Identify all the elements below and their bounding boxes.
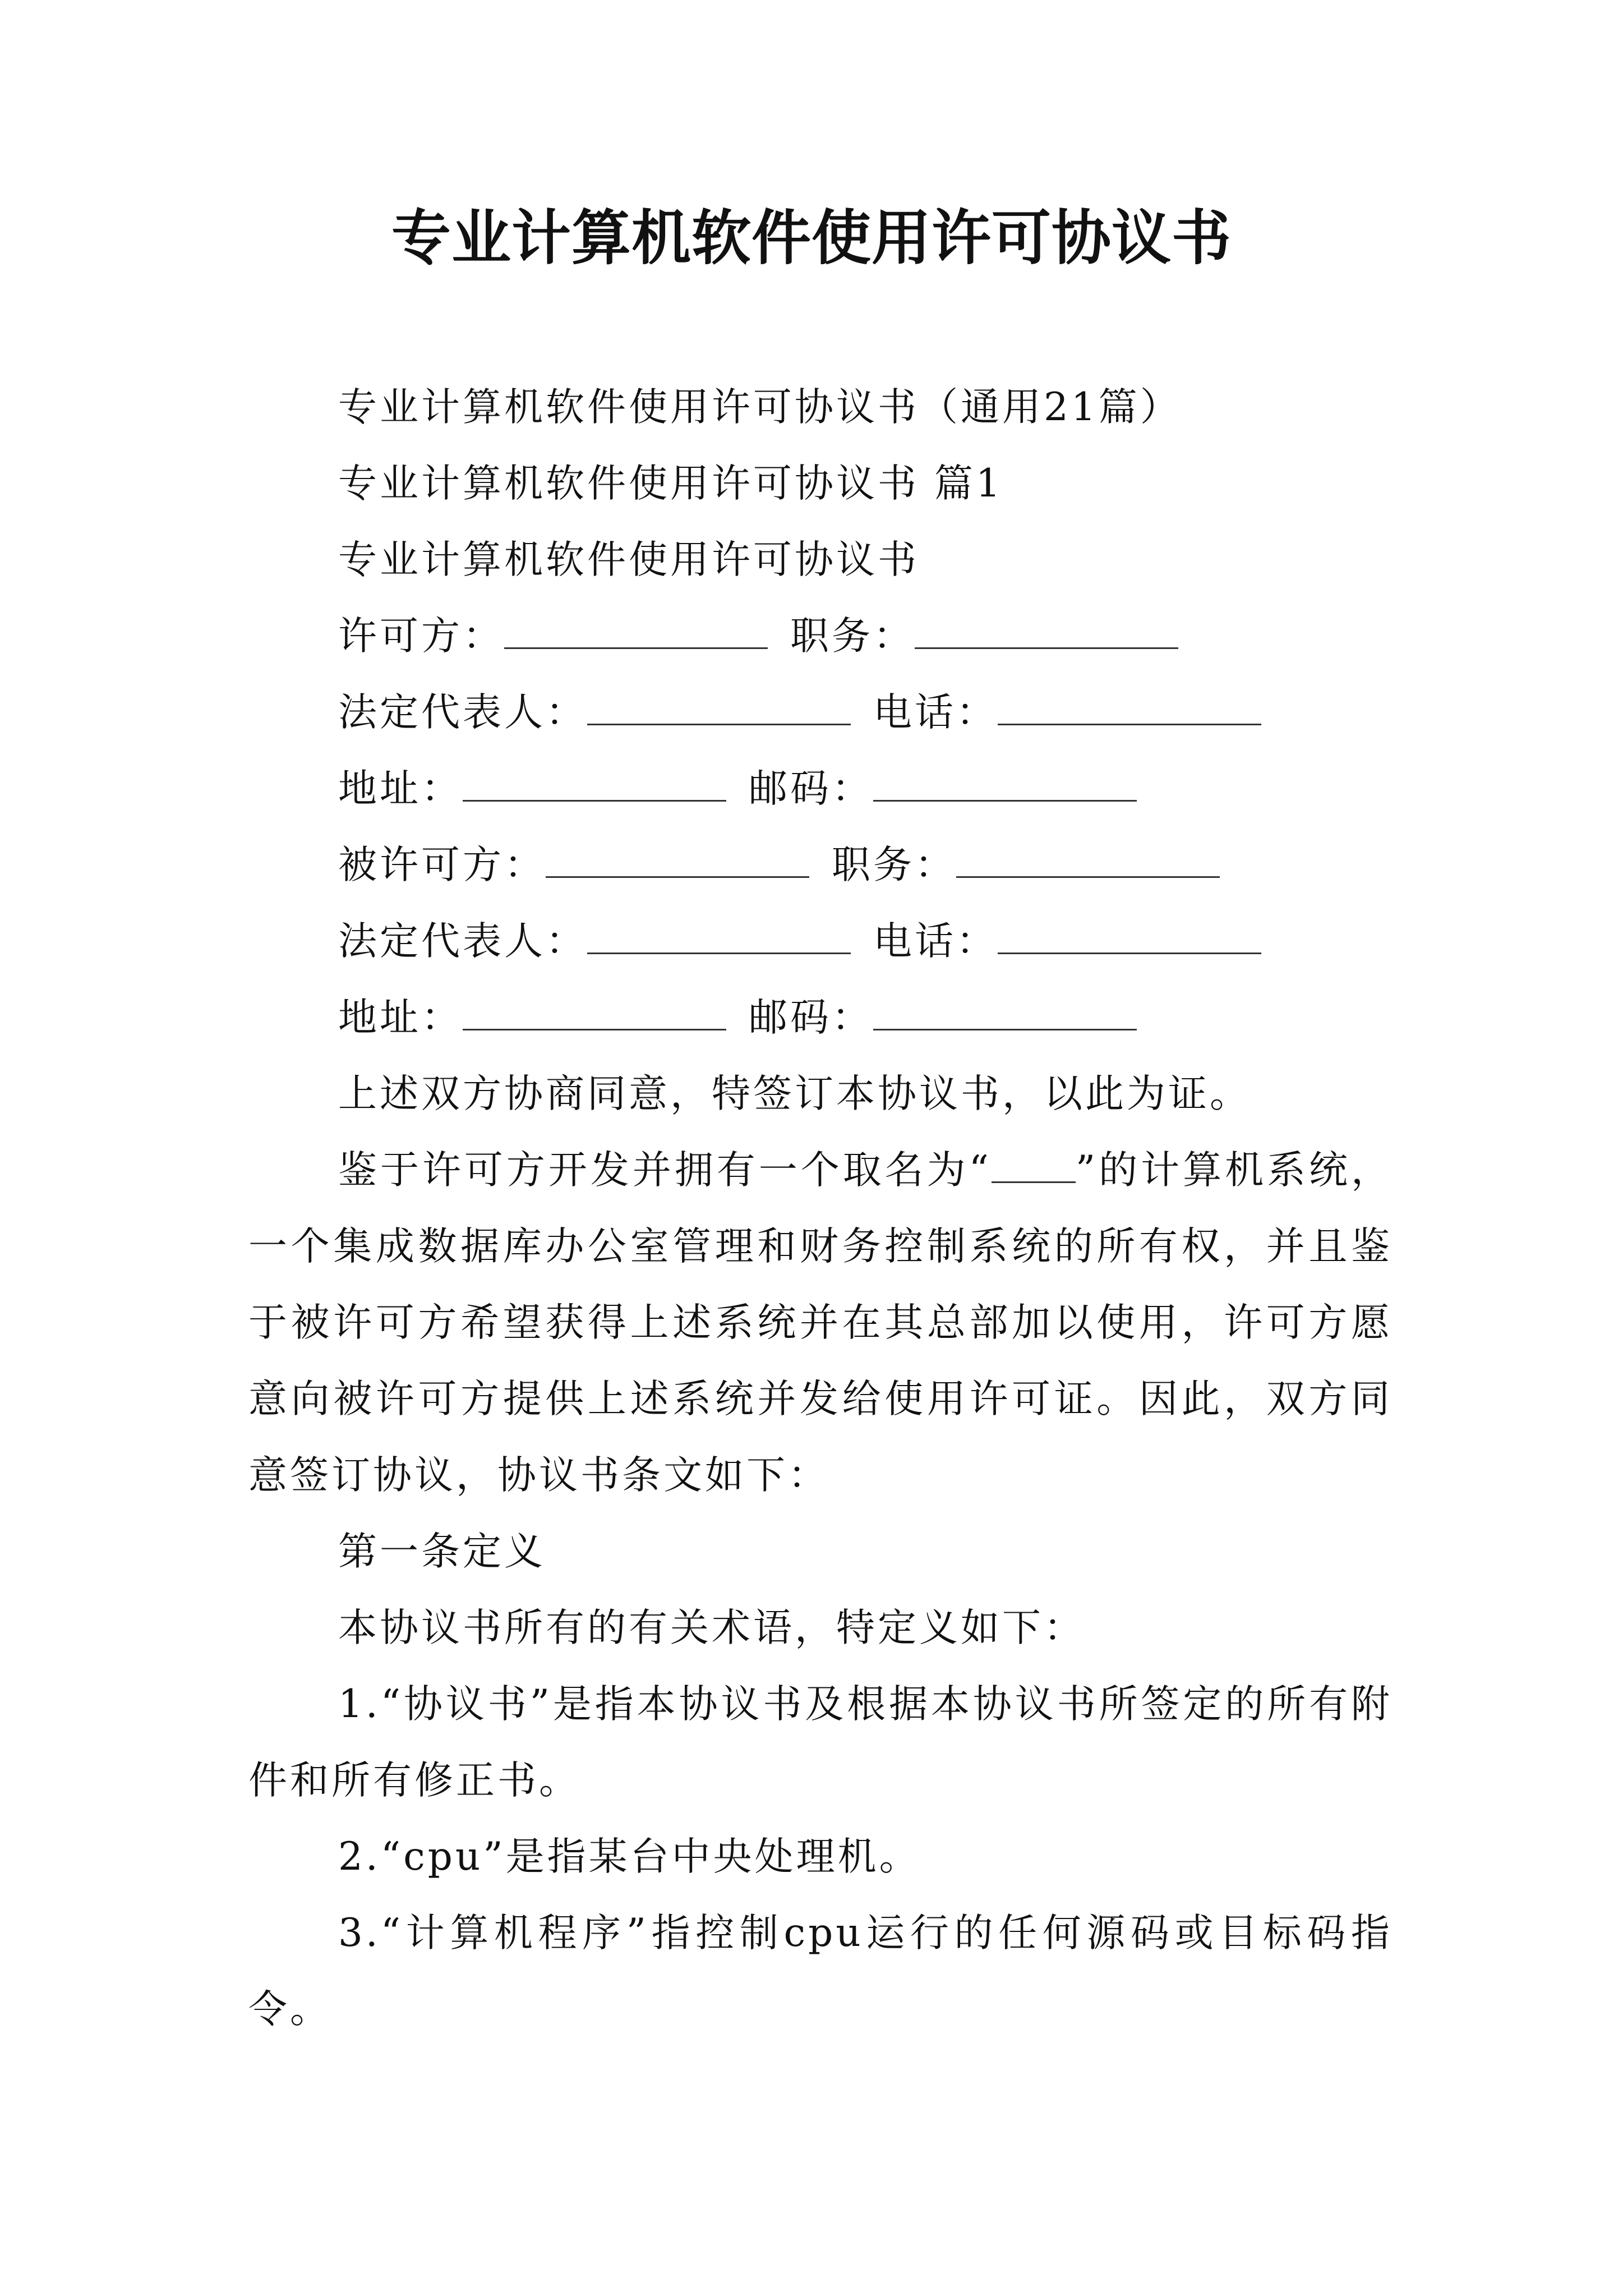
licensor-address-blank[interactable] — [463, 769, 726, 802]
article1-heading: 第一条定义 — [338, 1529, 546, 1574]
licensee-phone-label: 电话： — [873, 919, 998, 964]
preamble-paragraph — [248, 1132, 1393, 1513]
licensor-position-label: 职务： — [790, 614, 915, 659]
licensor-rep-blank[interactable] — [587, 693, 851, 725]
licensee-rep-label: 法定代表人： — [338, 919, 587, 964]
licensee-phone-blank[interactable] — [998, 922, 1261, 954]
licensee-postcode-label: 邮码： — [749, 995, 873, 1040]
agreement-name: 专业计算机软件使用许可协议书 — [338, 537, 919, 582]
licensee-postcode-blank[interactable] — [873, 998, 1137, 1030]
licensor-rep-row — [248, 674, 1393, 751]
licensor-address-label: 地址： — [338, 766, 463, 811]
licensee-position-blank[interactable] — [956, 845, 1220, 878]
licensor-blank[interactable] — [504, 616, 768, 649]
licensee-rep-blank[interactable] — [587, 922, 851, 954]
document-body — [248, 369, 1393, 2047]
preamble-text-start: 鉴于许可方开发并拥有一个取名为“ — [338, 1148, 992, 1193]
licensor-position-blank[interactable] — [915, 616, 1178, 649]
licensee-rep-row — [248, 903, 1393, 979]
licensee-row — [248, 827, 1393, 903]
definition-item: 3.“计算机程序”指控制cpu运行的任何源码或目标码指令。 — [248, 1911, 1393, 2032]
system-name-blank[interactable] — [992, 1151, 1076, 1183]
agreement-statement: 上述双方协商同意，特签订本协议书，以此为证。 — [338, 1071, 1251, 1116]
licensee-address-row — [248, 979, 1393, 1056]
licensor-phone-blank[interactable] — [998, 693, 1261, 725]
licensor-phone-label: 电话： — [873, 690, 998, 735]
article1-intro: 本协议书所有的有关术语，特定义如下： — [338, 1605, 1085, 1650]
definition-item: 1.“协议书”是指本协议书及根据本协议书所签定的所有附件和所有修正书。 — [248, 1682, 1393, 1803]
licensor-label: 许可方： — [338, 614, 504, 659]
licensee-blank[interactable] — [546, 845, 809, 878]
licensee-address-label: 地址： — [338, 995, 463, 1040]
document-title: 专业计算机软件使用许可协议书 — [391, 204, 1232, 273]
preamble-text-rest: ”的计算机系统，一个集成数据库办公室管理和财务控制系统的所有权，并且鉴于被许可方希望获得上述系统并在其总部加以使用，许可方愿意向被许可方提供上述系统并发给使用许可证。因此，双方同意签订协议，协议书条文如下： — [248, 1148, 1393, 1498]
licensee-address-blank[interactable] — [463, 998, 726, 1030]
document-subtitle: 专业计算机软件使用许可协议书（通用21篇） — [338, 385, 1182, 430]
licensee-label: 被许可方： — [338, 843, 546, 887]
licensor-postcode-blank[interactable] — [873, 769, 1137, 802]
licensor-postcode-label: 邮码： — [749, 766, 873, 811]
licensor-rep-label: 法定代表人： — [338, 690, 587, 735]
licensor-row — [248, 598, 1393, 674]
licensee-position-label: 职务： — [832, 843, 956, 887]
section-heading: 专业计算机软件使用许可协议书 篇1 — [338, 461, 1003, 506]
definition-item: 2.“cpu”是指某台中央处理机。 — [338, 1834, 921, 1879]
licensor-address-row — [248, 751, 1393, 827]
